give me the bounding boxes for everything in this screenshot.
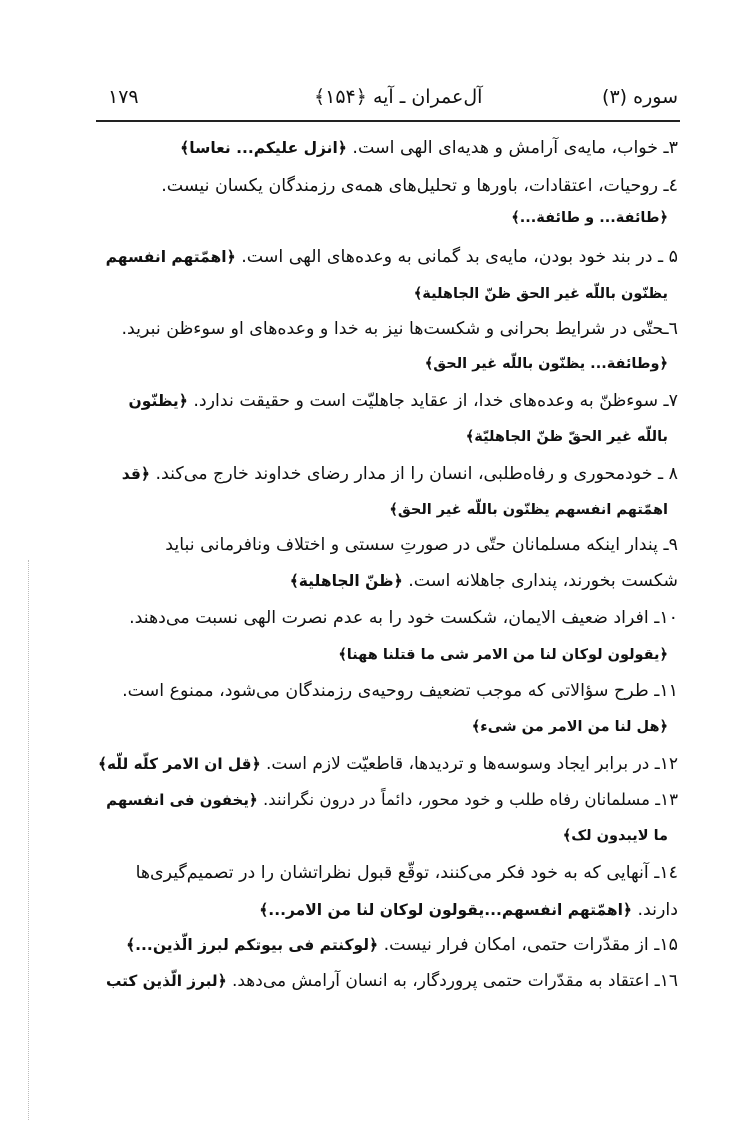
- quran-quote: یظنّون باللّه غیر الحق ظنّ الجاهلیة﴾: [413, 286, 668, 302]
- text-line: ۸ ـ خودمحوری و رفاه‌طلبی، انسان را از مدار رضای خداوند خارج می‌کند. ﴿قد: [121, 464, 678, 484]
- page-number: ۱۷۹: [108, 86, 139, 108]
- quran-quote: اهمّتهم انفسهم یظنّون باللّه غیر الحق﴾: [389, 502, 668, 518]
- quran-quote: ﴿لبرز الّذین کتب: [105, 972, 227, 990]
- text-line: ۱۰ـ افراد ضعیف الایمان، شکست خود را به عدم نصرت الهی نسبت می‌دهند.: [129, 608, 678, 628]
- text-line: ٦ـحتّی در شرایط بحرانی و شکست‌ها نیز به خدا و وعده‌های او سوءظن نبرید.: [121, 319, 678, 339]
- quote-line: [98, 204, 668, 232]
- text-line: ۱۲ـ در برابر ایجاد وسوسه‌ها و تردیدها، قاطعیّت لازم است. ﴿قل ان الامر کلّه للّه﴾: [98, 754, 678, 774]
- text-line: ١٤ـ آنهایی که به خود فکر می‌کنند، توقّع قبول نظراتشان را در تصمیم‌گیری‌ها: [135, 863, 678, 883]
- text-line: ۵ ـ در بند خود بودن، مایه‌ی بد گمانی به وعده‌های الهی است. ﴿اهمّتهم انفسهم: [105, 247, 678, 267]
- quran-quote: ﴿اهمّتهم انفسهم: [105, 248, 236, 266]
- text-line: ۹ـ پندار اینکه مسلمانان حتّی در صورتِ سستی و اختلاف ونافرمانی نباید: [165, 535, 678, 555]
- page-header: [100, 86, 678, 118]
- surah-label: سوره (۳): [602, 86, 678, 108]
- scan-margin-mark: [28, 560, 29, 1120]
- text-line: دارند. ﴿اهمّتهم انفسهم...یقولون لوکان لنا من الامر...﴾: [259, 900, 678, 920]
- quote-line: [98, 641, 668, 669]
- quran-quote: ﴿وطائفة... یظنّون باللّه غیر الحق﴾: [424, 356, 668, 372]
- text-line: ٤ـ روحیات، اعتقادات، باورها و تحلیل‌های همه‌ی رزمندگان یکسان نیست.: [161, 176, 678, 196]
- text-line: ۷ـ سوءظنّ به وعده‌های خدا، از عقاید جاهلیّت است و حقیقت ندارد. ﴿یظنّون: [128, 391, 678, 411]
- quran-quote: ﴿انزل علیکم... نعاسا﴾: [180, 139, 347, 157]
- text-line: ۳ـ خواب، مایه‌ی آرامش و هدیه‌ای الهی است. ﴿انزل علیکم... نعاسا﴾: [180, 138, 678, 158]
- text-line: ۱۳ـ مسلمانان رفاه طلب و خود محور، دائماً در درون نگرانند. ﴿یخفون فی انفسهم: [106, 790, 678, 809]
- quran-quote: ﴿ظنّ الجاهلیة﴾: [289, 572, 403, 590]
- quote-line: [98, 822, 668, 850]
- quran-quote: ﴿اهمّتهم انفسهم...یقولون لوکان لنا من الامر...﴾: [259, 901, 632, 919]
- header-divider: [96, 120, 680, 122]
- text-line: شکست بخورند، پنداری جاهلانه است. ﴿ظنّ الجاهلیة﴾: [289, 571, 678, 591]
- quote-line: [98, 423, 668, 451]
- quote-line: [98, 280, 668, 308]
- quran-quote: ﴿یظنّون: [128, 392, 188, 410]
- quran-quote: ﴿هل لنا من الامر من شیء﴾: [471, 719, 668, 735]
- text-line: ۱۵ـ از مقدّرات حتمی، امکان فرار نیست. ﴿لوکنتم فی بیوتکم لبرز الّذین...﴾: [126, 935, 678, 955]
- quran-quote: ﴿یقولون لوکان لنا من الامر شی ما قتلنا ههنا﴾: [338, 647, 668, 663]
- quran-quote: ما لایبدون لک﴾: [562, 828, 668, 844]
- quran-quote: ﴿قل ان الامر کلّه للّه﴾: [98, 755, 261, 773]
- quran-quote: ﴿طائفة... و طائفة...﴾: [511, 210, 668, 226]
- quote-line: [98, 350, 668, 378]
- quran-quote: ﴿لوکنتم فی بیوتکم لبرز الّذین...﴾: [126, 936, 379, 954]
- quote-line: [98, 496, 668, 524]
- text-line: ۱۱ـ طرح سؤالاتی که موجب تضعیف روحیه‌ی رزمندگان می‌شود، ممنوع است.: [122, 681, 678, 701]
- quote-line: [98, 713, 668, 741]
- quran-quote: باللّه غیر الحقّ ظنّ الجاهلیّة﴾: [465, 429, 668, 445]
- text-line: ۱٦ـ اعتقاد به مقدّرات حتمی پروردگار، به انسان آرامش می‌دهد. ﴿لبرز الّذین کتب: [105, 971, 678, 991]
- quran-quote: ﴿قد: [121, 465, 150, 483]
- verse-title: آل‌عمران ـ آیه ﴿۱۵۴﴾: [314, 86, 483, 108]
- quran-quote: ﴿یخفون فی انفسهم: [106, 791, 258, 809]
